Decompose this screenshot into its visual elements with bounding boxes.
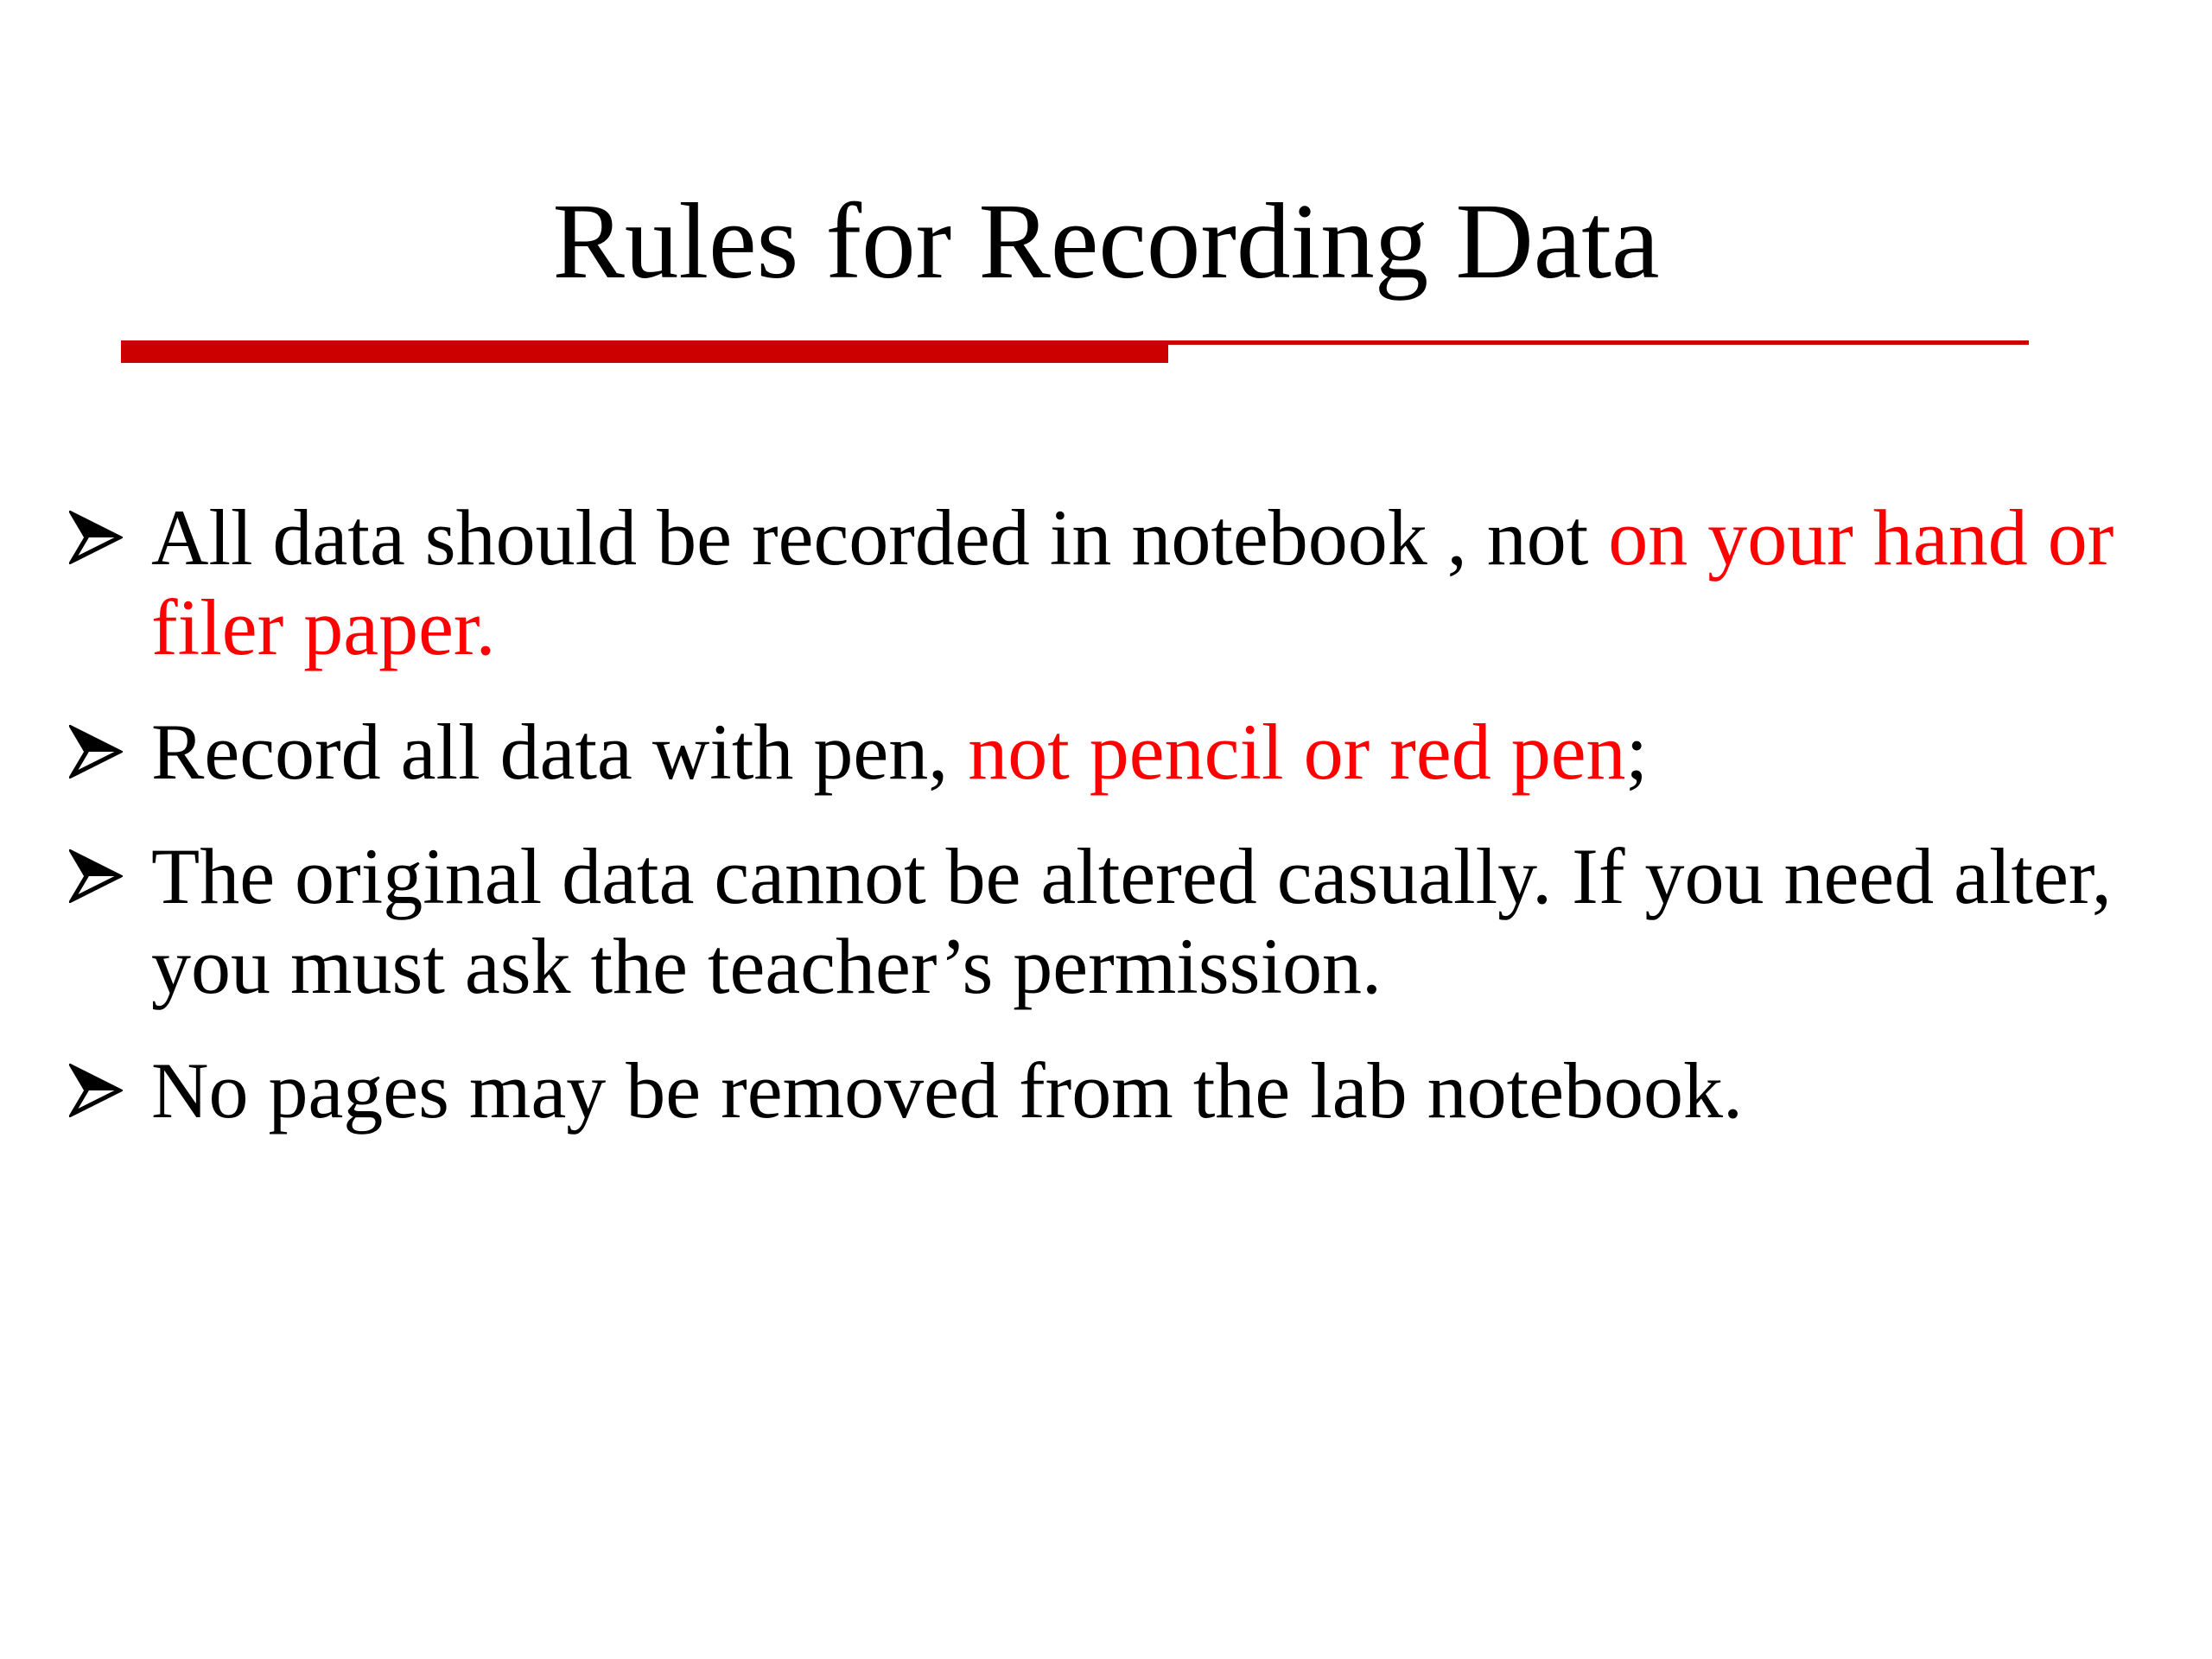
arrowhead-bullet-icon	[69, 493, 138, 582]
bullet-item-notebook	[69, 493, 2177, 672]
bullet-text: All data should be recorded in notebook , not	[151, 493, 1609, 582]
bullet-text-end: ;	[1625, 708, 1649, 796]
bullet-list	[69, 493, 2177, 1170]
bullet-text: No pages may be removed from the lab notebook.	[151, 1046, 1744, 1135]
arrowhead-bullet-icon	[69, 831, 138, 921]
bullet-item-alter	[69, 831, 2177, 1011]
title-underline-thin	[1168, 340, 2029, 345]
bullet-highlight: not pencil or red pen	[968, 708, 1626, 796]
bullet-text: The original data cannot be altered casually. If you need alter, you must ask the teacher’s permission.	[151, 832, 2112, 1010]
bullet-item-pages	[69, 1046, 2177, 1135]
bullet-item-pen	[69, 707, 2177, 797]
arrowhead-bullet-icon	[69, 1046, 138, 1135]
arrowhead-bullet-icon	[69, 707, 138, 797]
bullet-text: Record all data with pen,	[151, 708, 969, 796]
bullet-highlight: on your hand or filer paper.	[151, 493, 2114, 671]
slide-title: Rules for Recording Data	[552, 182, 1660, 302]
title-underline-thick	[121, 340, 1168, 363]
